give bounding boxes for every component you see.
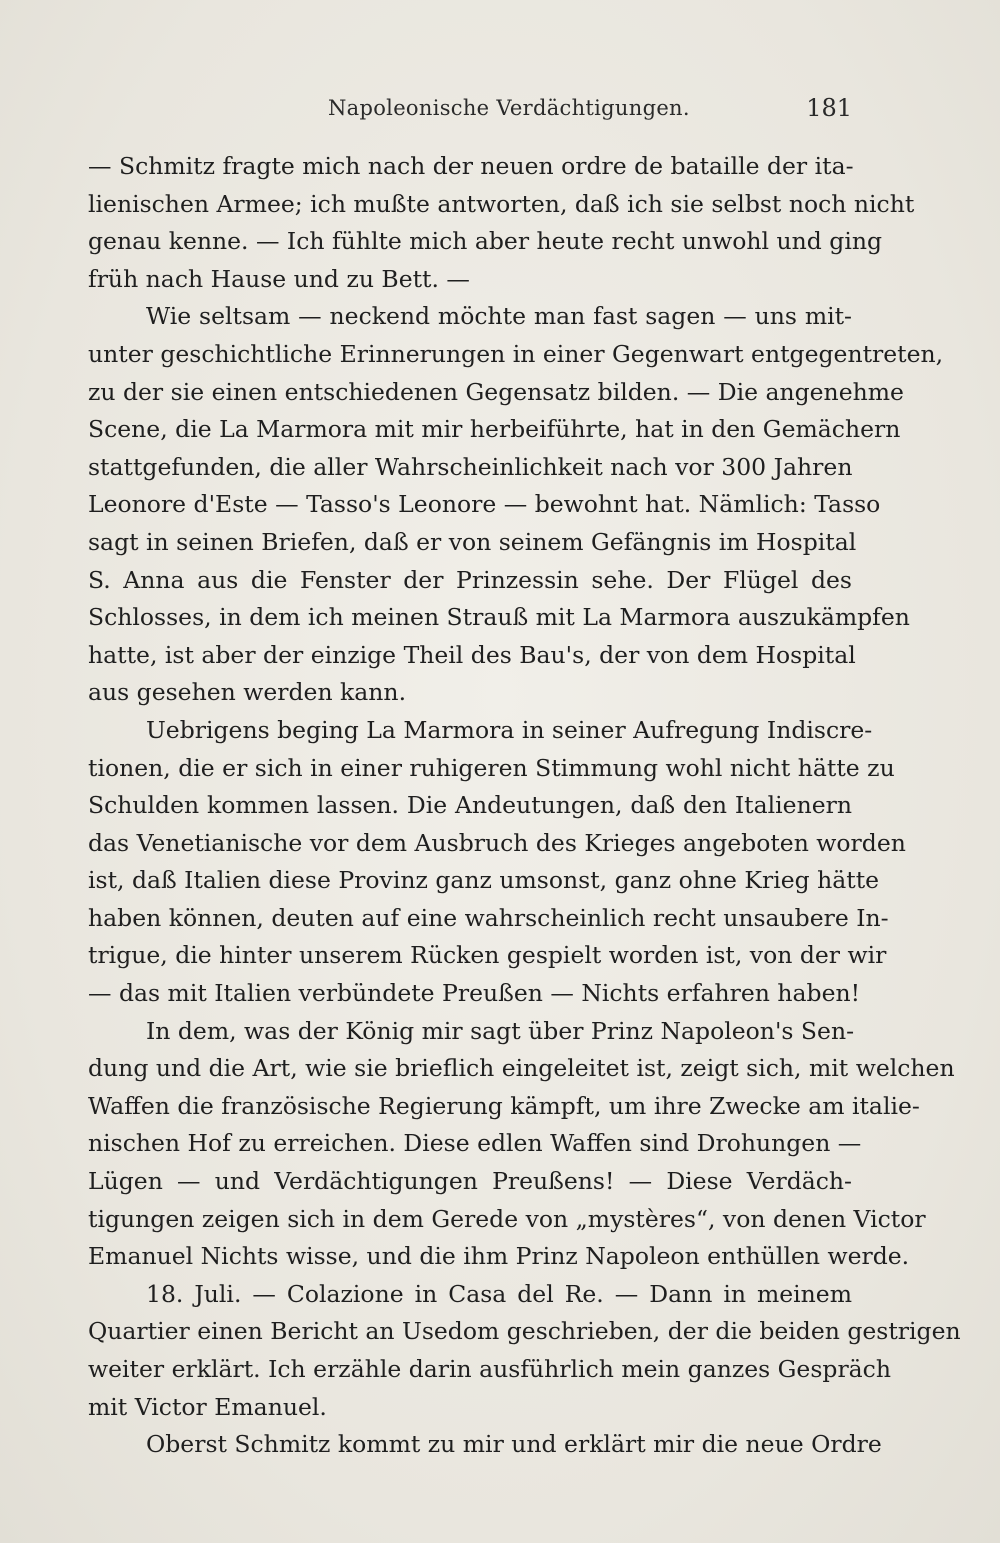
- text-line: genau kenne. — Ich fühlte mich aber heute recht unwohl und ging: [88, 227, 883, 256]
- text-line: lienischen Armee; ich mußte antworten, daß ich sie selbst noch nicht: [88, 189, 915, 218]
- text-line: dung und die Art, wie sie brieflich eingeleitet ist, zeigt sich, mit welchen: [88, 1054, 955, 1083]
- body-text: [88, 148, 961, 1464]
- paragraph-start-line: In dem, was der König mir sagt über Prinz Napoleon's Sen-: [146, 1016, 855, 1045]
- paragraph-start-line: 18. Juli. — Colazione in Casa del Re. — Dann in meinem: [146, 1279, 852, 1308]
- text-line: S. Anna aus die Fenster der Prinzessin sehe. Der Flügel des: [88, 565, 852, 594]
- text-line: hatte, ist aber der einzige Theil des Bau's, der von dem Hospital: [88, 640, 856, 669]
- text-line: Schulden kommen lassen. Die Andeutungen, daß den Italienern: [88, 791, 852, 820]
- text-line: sagt in seinen Briefen, daß er von seinem Gefängnis im Hospital: [88, 527, 857, 556]
- text-line: nischen Hof zu erreichen. Diese edlen Waffen sind Drohungen —: [88, 1129, 862, 1158]
- text-line: früh nach Hause und zu Bett. —: [88, 264, 470, 293]
- text-line: Emanuel Nichts wisse, und die ihm Prinz Napoleon enthüllen werde.: [88, 1242, 910, 1271]
- paragraph-start-line: Oberst Schmitz kommt zu mir und erklärt mir die neue Ordre: [146, 1430, 882, 1459]
- paragraph-start-line: Wie seltsam — neckend möchte man fast sagen — uns mit-: [146, 302, 852, 331]
- text-line: das Venetianische vor dem Ausbruch des Krieges angeboten worden: [88, 828, 906, 857]
- text-line: aus gesehen werden kann.: [88, 678, 407, 707]
- text-line: — das mit Italien verbündete Preußen — Nichts erfahren haben!: [88, 979, 861, 1008]
- running-title: Napoleonische Verdächtigungen.: [328, 96, 690, 120]
- page-number: 181: [806, 94, 852, 122]
- text-line: unter geschichtliche Erinnerungen in einer Gegenwart entgegentreten,: [88, 339, 944, 368]
- text-line: trigue, die hinter unserem Rücken gespielt worden ist, von der wir: [88, 941, 887, 970]
- text-line: — Schmitz fragte mich nach der neuen ordre de bataille der ita-: [88, 152, 854, 180]
- running-head: [88, 96, 852, 132]
- text-line: Scene, die La Marmora mit mir herbeiführte, hat in den Gemächern: [88, 415, 901, 444]
- text-line: tionen, die er sich in einer ruhigeren Stimmung wohl nicht hätte zu: [88, 753, 895, 782]
- text-line: Schlosses, in dem ich meinen Strauß mit La Marmora auszukämpfen: [88, 603, 910, 632]
- text-line: Leonore d'Este — Tasso's Leonore — bewohnt hat. Nämlich: Tasso: [88, 490, 881, 519]
- text-line: tigungen zeigen sich in dem Gerede von „mystères“, von denen Victor: [88, 1204, 926, 1233]
- text-line: Lügen — und Verdächtigungen Preußens! — Diese Verdäch-: [88, 1167, 852, 1196]
- paragraph-start-line: Uebrigens beging La Marmora in seiner Aufregung Indiscre-: [146, 715, 873, 744]
- text-line: mit Victor Emanuel.: [88, 1392, 327, 1421]
- text-line: ist, daß Italien diese Provinz ganz umsonst, ganz ohne Krieg hätte: [88, 866, 880, 895]
- text-line: Quartier einen Bericht an Usedom geschrieben, der die beiden gestrigen: [88, 1317, 961, 1346]
- text-line: stattgefunden, die aller Wahrscheinlichkeit nach vor 300 Jahren: [88, 452, 853, 481]
- text-line: zu der sie einen entschiedenen Gegensatz bilden. — Die angenehme: [88, 377, 904, 406]
- text-line: weiter erklärt. Ich erzähle darin ausführlich mein ganzes Gespräch: [88, 1355, 891, 1383]
- text-line: Waffen die französische Regierung kämpft, um ihre Zwecke am italie-: [88, 1091, 920, 1120]
- text-line: haben können, deuten auf eine wahrscheinlich recht unsaubere In-: [88, 903, 889, 932]
